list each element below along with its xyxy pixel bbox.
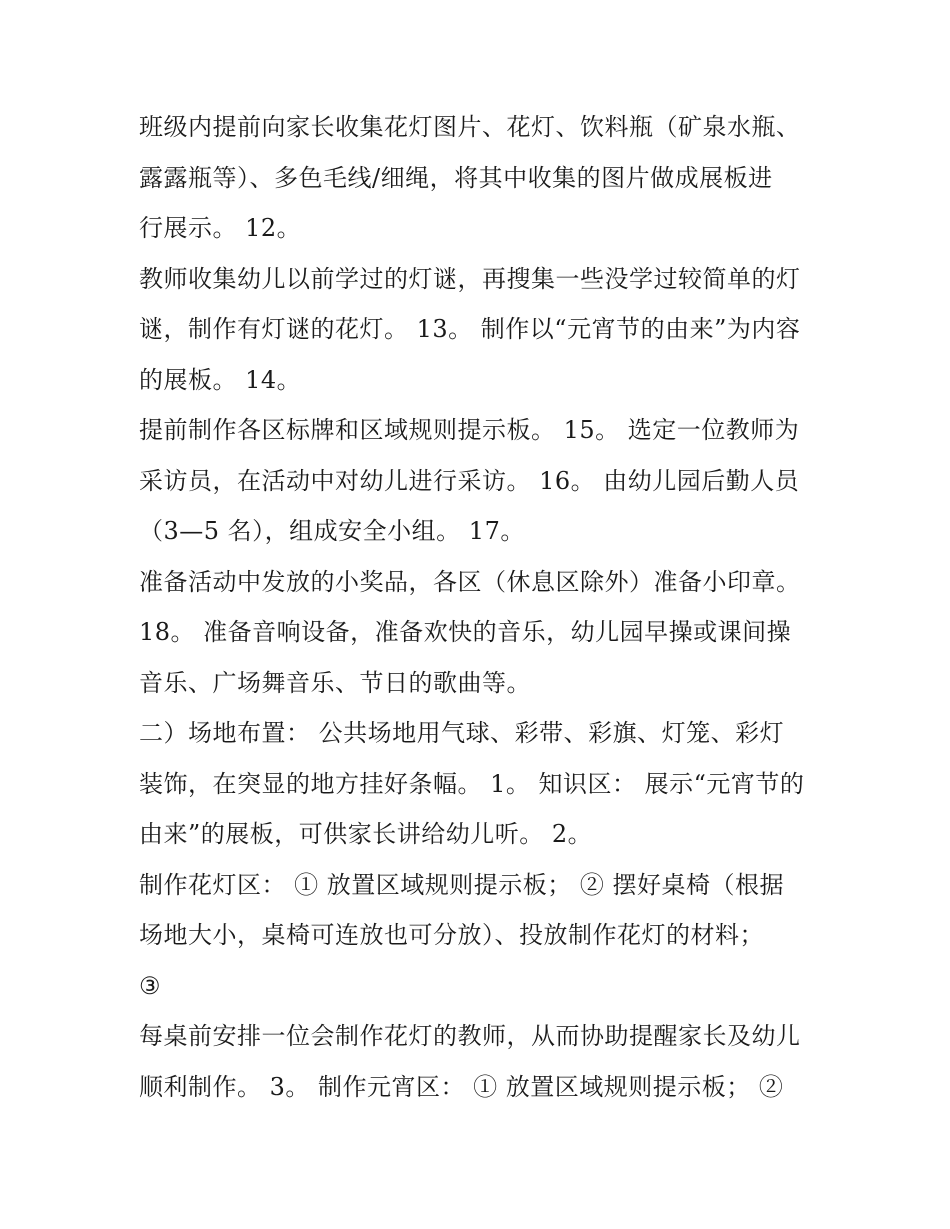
text-line: 二）场地布置： 公共场地用气球、彩带、彩旗、灯笼、彩灯 (139, 719, 785, 747)
text-line: ③ (139, 971, 162, 1000)
text-line: 露露瓶等）、多色毛线/细绳，将其中收集的图片做成展板进 (139, 163, 773, 192)
text-line: 顺利制作。 3。 制作元宵区： ① 放置区域规则提示板； ② (139, 1072, 784, 1101)
text-line: 谜，制作有灯谜的花灯。 13。 制作以“元宵节的由来”为内容 (139, 315, 801, 343)
text-line: （3—5 名），组成安全小组。 17。 (139, 517, 525, 545)
text-line: 准备活动中发放的小奖品，各区（休息区除外）准备小印章。 (139, 567, 801, 596)
text-line: 制作花灯区： ① 放置区域规则提示板； ② 摆好桌椅（根据 (139, 870, 785, 899)
document-body (139, 102, 829, 1112)
text-line: 装饰，在突显的地方挂好条幅。 1。 知识区： 展示“元宵节的 (139, 769, 805, 798)
text-line: 18。 准备音响设备，准备欢快的音乐，幼儿园早操或课间操 (139, 618, 792, 646)
text-line: 音乐、广场舞音乐、节日的歌曲等。 (139, 668, 531, 697)
text-line: 采访员，在活动中对幼儿进行采访。 16。 由幼儿园后勤人员 (139, 466, 800, 495)
text-line: 场地大小，桌椅可连放也可分放）、投放制作花灯的材料； (139, 921, 764, 949)
text-line: 行展示。 12。 (139, 214, 302, 242)
text-line: 教师收集幼儿以前学过的灯谜，再搜集一些没学过较简单的灯 (139, 264, 801, 293)
text-line: 每桌前安排一位会制作花灯的教师，从而协助提醒家长及幼儿 (139, 1022, 801, 1050)
text-line: 提前制作各区标牌和区域规则提示板。 15。 选定一位教师为 (139, 416, 800, 444)
text-line: 由来”的展板，可供家长讲给幼儿听。 2。 (139, 820, 593, 848)
text-line: 班级内提前向家长收集花灯图片、花灯、饮料瓶（矿泉水瓶、 (139, 113, 801, 141)
text-line: 的展板。 14。 (139, 365, 302, 394)
